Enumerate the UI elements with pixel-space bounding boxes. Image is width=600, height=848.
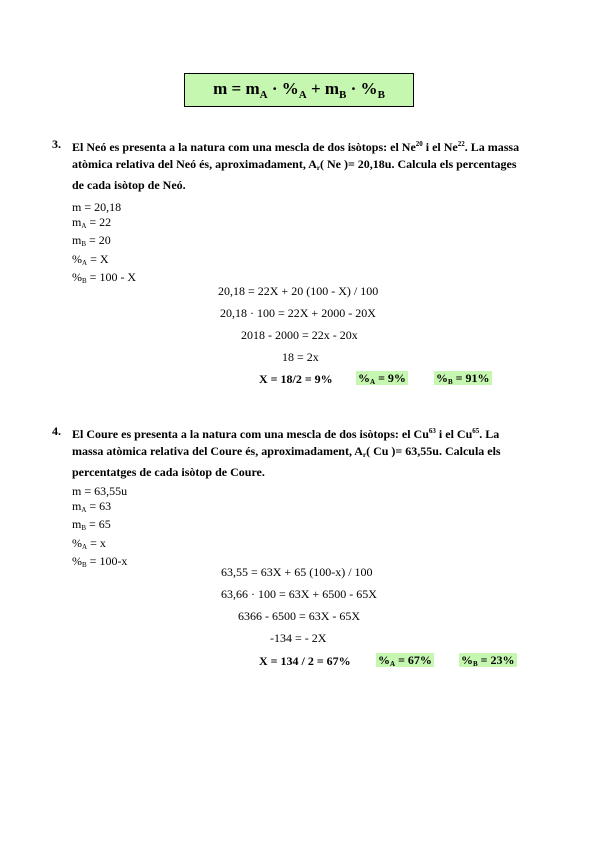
equation-line: 18 = 2x	[282, 350, 319, 364]
problem-text: El Coure es presenta a la natura com una mescla de dos isòtops: el Cu$^{63}$ i el Cu$^{65}$. La massa atòmica relativa del Coure és, aproximadament, $A_r$( Cu )= 63,55u. Calcula els percentatges de cada isòtop de Coure.	[72, 427, 501, 479]
problem-4-statement	[52, 423, 522, 481]
problem-3-data	[72, 200, 136, 289]
data-line: $m_A = 63$	[72, 498, 112, 514]
data-line: $m_A = 22$	[72, 214, 112, 230]
problem-3-statement	[52, 136, 522, 194]
equation-line: 20,18 · 100 = 22X + 2000 - 20X	[220, 306, 376, 320]
result-percent-a: $\%_A = 9\%$	[358, 371, 406, 386]
data-line: $\%_A = X$	[72, 251, 109, 267]
data-line: m = 20,18	[72, 200, 122, 214]
solution-x: X = 134 / 2 = 67%	[259, 654, 351, 668]
data-line: $\%_B = 100-x$	[72, 554, 128, 569]
problem-text: El Neó es presenta a la natura com una mescla de dos isòtops: el Ne$^{20}$ i el Ne$^{22}$. La massa atòmica relativa del Neó és, aproximadament, $A_r$( Ne )= 20,18u. Calcula els percentages de cada isòtop de Neó.	[72, 140, 520, 192]
problem-number: 3.	[52, 137, 61, 151]
data-line: m = 63,55u	[72, 484, 128, 498]
problem-4-data	[72, 484, 127, 573]
equation-line: 63,55 = 63X + 65 (100-x) / 100	[221, 565, 373, 579]
problem-number: 4.	[52, 424, 61, 438]
data-line: $m_B = 20$	[72, 233, 111, 248]
equation-line: -134 = - 2X	[270, 631, 327, 645]
equation-line: 63,66 · 100 = 63X + 6500 - 65X	[221, 587, 377, 601]
equation-line: 6366 - 6500 = 63X - 65X	[238, 609, 361, 623]
data-line: $\%_A = x$	[72, 535, 106, 551]
solution-x: X = 18/2 = 9%	[259, 372, 333, 386]
result-percent-b: $\%_B = 23\%$	[461, 653, 515, 668]
data-line: $\%_B = 100 - X$	[72, 270, 137, 285]
formula-box	[184, 73, 414, 107]
formula: $m = m_A \cdot \%_A + m_B \cdot \%_B$	[213, 79, 385, 101]
result-percent-a: $\%_A = 67\%$	[378, 653, 432, 668]
equation-line: 20,18 = 22X + 20 (100 - X) / 100	[218, 284, 379, 298]
result-percent-b: $\%_B = 91\%$	[436, 371, 490, 386]
equation-line: 2018 - 2000 = 22x - 20x	[241, 328, 358, 342]
data-line: $m_B = 65$	[72, 517, 111, 532]
